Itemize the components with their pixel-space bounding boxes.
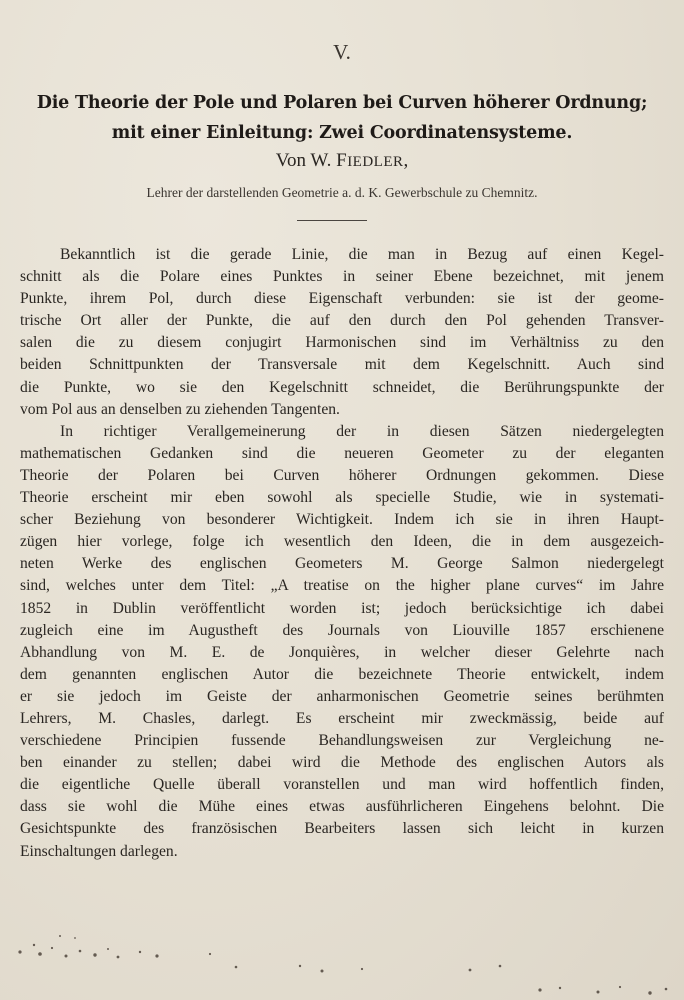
text-line: ben einander zu stellen; dabei wird die Methode des englischen Autors als (20, 754, 664, 772)
title-line-2: mit einer Einleitung: Zwei Coordinatensysteme. (111, 123, 573, 143)
author-affiliation: Lehrer der darstellenden Geometrie a. d. K. Gewerbschule zu Chemnitz. (146, 185, 538, 200)
text-line: salen die zu diesem conjugirt Harmonischen sind im Verhältniss zu den (20, 334, 664, 352)
author-line (0, 150, 684, 172)
text-line: er sie jedoch im Geiste der anharmonischen Geometrie seines berühmten (20, 687, 664, 705)
text-line: Theorie der Polaren bei Curven höherer Ordnungen gekommen. Diese (20, 466, 664, 484)
text-line: Punkte, ihrem Pol, durch diese Eigenschaft verbunden: sie ist der geome- (20, 290, 664, 308)
text-line: In richtiger Verallgemeinerung der in diesen Sätzen niedergelegten (60, 422, 664, 440)
author-name-initial: F (336, 150, 348, 171)
chapter-title (0, 88, 684, 148)
text-line: 1852 in Dublin veröffentlicht worden ist; jedoch berücksichtige ich dabei (20, 599, 664, 617)
text-line: schnitt als die Polare eines Punktes in seiner Ebene bezeichnet, mit jenem (20, 268, 664, 286)
text-line: sind, welches unter dem Titel: „A treatise on the higher plane curves“ im Jahre (20, 577, 664, 595)
text-line: Gesichtspunkte des französischen Bearbeiters lassen sich leicht in kurzen (20, 820, 664, 838)
chapter-numeral: V. (333, 40, 351, 64)
text-line: scher Beziehung von besonderer Wichtigkeit. Indem ich sie in ihren Haupt- (20, 511, 664, 529)
text-line: beiden Schnittpunkten der Transversale mit dem Kegelschnitt. Auch sind (20, 356, 664, 374)
text-line: Abhandlung von M. E. de Jonquières, in welcher dieser Gelehrte nach (20, 643, 664, 661)
author-suffix: , (403, 150, 409, 171)
title-line-1: Die Theorie der Pole und Polaren bei Curven höherer Ordnung; (36, 93, 648, 113)
text-line: die eigentliche Quelle überall voranstellen und man wird hoffentlich finden, (20, 776, 664, 794)
author-name (336, 150, 403, 171)
text-line: verschiedene Principien fussende Behandlungsweisen zur Vergleichung ne- (20, 732, 664, 750)
text-line: neten Werke des englischen Geometers M. George Salmon niedergelegt (20, 555, 664, 573)
author-name-rest: IEDLER (347, 154, 404, 170)
text-line: vom Pol aus an denselben zu ziehenden Tangenten. (20, 400, 340, 418)
separator-rule (297, 220, 367, 221)
text-line: Bekanntlich ist die gerade Linie, die man in Bezug auf einen Kegel- (60, 246, 664, 263)
author-prefix: Von W. (275, 150, 337, 171)
text-line: dass sie wohl die Mühe eines etwas ausführlicheren Eingehens belohnt. Die (20, 798, 664, 816)
text-line: Einschaltungen darlegen. (20, 842, 178, 860)
text-line: Lehrers, M. Chasles, darlegt. Es erscheint mir zweckmässig, beide auf (20, 709, 664, 727)
ink-spots (0, 930, 684, 1000)
text-line: trische Ort aller der Punkte, die auf den durch den Pol gehenden Transver- (20, 312, 664, 330)
text-line: zugleich eine im Augustheft des Journals von Liouville 1857 erschienene (20, 621, 664, 639)
text-line: dem genannten englischen Autor die bezeichnete Theorie entwickelt, indem (20, 665, 664, 683)
text-line: mathematischen Gedanken sind die neueren Geometer zu der eleganten (20, 444, 664, 462)
text-line: die Punkte, wo sie den Kegelschnitt schneidet, die Berührungspunkte der (20, 378, 664, 396)
text-line: Theorie erscheint mir eben sowohl als specielle Studie, wie in systemati- (20, 489, 664, 507)
body-text (20, 244, 664, 863)
text-line: zügen hier vorlege, folge ich wesentlich den Ideen, die in dem ausgezeich- (20, 533, 664, 551)
